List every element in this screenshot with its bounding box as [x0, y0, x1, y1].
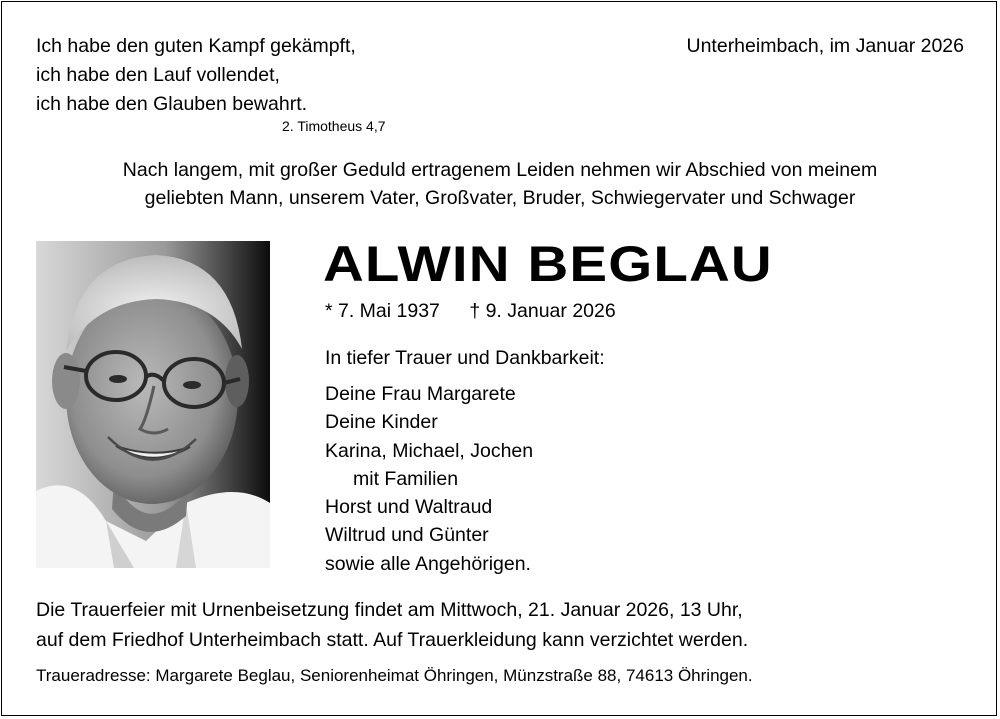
verse-line: ich habe den Glauben bewahrt. — [36, 93, 308, 115]
birth-date: * 7. Mai 1937 — [325, 300, 440, 322]
verse-line: Ich habe den guten Kampf gekämpft, — [36, 35, 356, 57]
mourner-line: Deine Frau Margarete — [325, 383, 516, 405]
intro-text — [0, 156, 1000, 212]
life-dates — [325, 297, 616, 325]
service-line: auf dem Friedhof Unterheimbach statt. Auf Trauerkleidung kann verzichtet werden. — [36, 629, 749, 651]
mourner-line: sowie alle Angehörigen. — [325, 552, 531, 575]
service-line: Die Trauerfeier mit Urnenbeisetzung findet am Mittwoch, 21. Januar 2026, 13 Uhr, — [36, 599, 743, 621]
death-date: † 9. Januar 2026 — [469, 300, 616, 322]
intro-line: Nach langem, mit großer Geduld ertragenem Leiden nehmen wir Abschied von meinem — [122, 159, 878, 181]
mourner-line: Horst und Waltraud — [325, 496, 493, 519]
mourner-line: Deine Kinder — [325, 411, 438, 434]
mourning-address: Traueradresse: Margarete Beglau, Seniorenheimat Öhringen, Münzstraße 88, 74613 Öhringen. — [36, 666, 753, 685]
intro-line: geliebten Mann, unserem Vater, Großvater, Bruder, Schwiegervater und Schwager — [144, 187, 856, 209]
mourning-heading: In tiefer Trauer und Dankbarkeit: — [325, 347, 605, 369]
verse-line: ich habe den Lauf vollendet, — [36, 64, 280, 86]
mourners-list — [325, 380, 533, 578]
portrait-photo — [36, 241, 270, 568]
mourner-line: mit Familien — [353, 467, 459, 490]
deceased-name: ALWIN BEGLAU — [323, 236, 773, 292]
mourner-line: Karina, Michael, Jochen — [325, 439, 534, 462]
mourner-line: Wiltrud und Günter — [325, 524, 489, 547]
verse-reference: 2. Timotheus 4,7 — [282, 118, 386, 134]
place-date: Unterheimbach, im Januar 2026 — [686, 35, 964, 57]
bible-verse — [36, 32, 356, 119]
funeral-service-info — [36, 596, 748, 656]
